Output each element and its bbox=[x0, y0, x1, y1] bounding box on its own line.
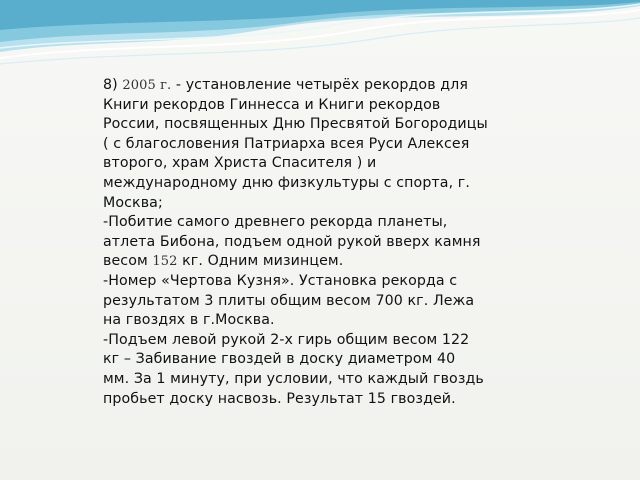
text-line-6: международному дню физкультуры с спорта, г. bbox=[103, 174, 470, 191]
text-line-14: -Подъем левой рукой 2-х гирь общим весом 122 bbox=[103, 331, 470, 348]
text-line-5: второго, храм Христа Спасителя ) и bbox=[103, 155, 377, 172]
text-line-11: -Номер «Чертова Кузня». Установка рекорда с bbox=[103, 272, 458, 289]
text-line-16: мм. За 1 минуту, при условии, что каждый гвоздь bbox=[103, 370, 484, 387]
weight-152: 152 bbox=[152, 254, 178, 270]
text-line-8: -Побитие самого древнего рекорда планеты, bbox=[103, 214, 448, 231]
text-line-7: Москва; bbox=[103, 194, 163, 211]
text-line-10: весом 152 кг. Одним мизинцем. bbox=[103, 253, 344, 270]
record-text-block bbox=[103, 76, 543, 409]
text-line-12: результатом 3 плиты общим весом 700 кг. Лежа bbox=[103, 292, 475, 309]
year-2005: 2005 г. bbox=[122, 78, 172, 93]
text-line-4: ( с благословения Патриарха всея Руси Алексея bbox=[103, 135, 470, 152]
text-line-13: на гвоздях в г.Москва. bbox=[103, 312, 275, 329]
text-line-3: России, посвященных Дню Пресвятой Богородицы bbox=[103, 116, 488, 133]
text-line-17: пробьет доску насвозь. Результат 15 гвоздей. bbox=[103, 390, 456, 407]
text-line-1: 8) 2005 г. - установление четырёх рекордов для bbox=[103, 77, 468, 93]
text-line-15: кг – Забивание гвоздей в доску диаметром 40 bbox=[103, 351, 456, 368]
text-line-2: Книги рекордов Гиннесса и Книги рекордов bbox=[103, 96, 441, 113]
header-wave-decoration bbox=[0, 0, 640, 70]
text-line-9: атлета Бибона, подъем одной рукой вверх камня bbox=[103, 233, 481, 250]
